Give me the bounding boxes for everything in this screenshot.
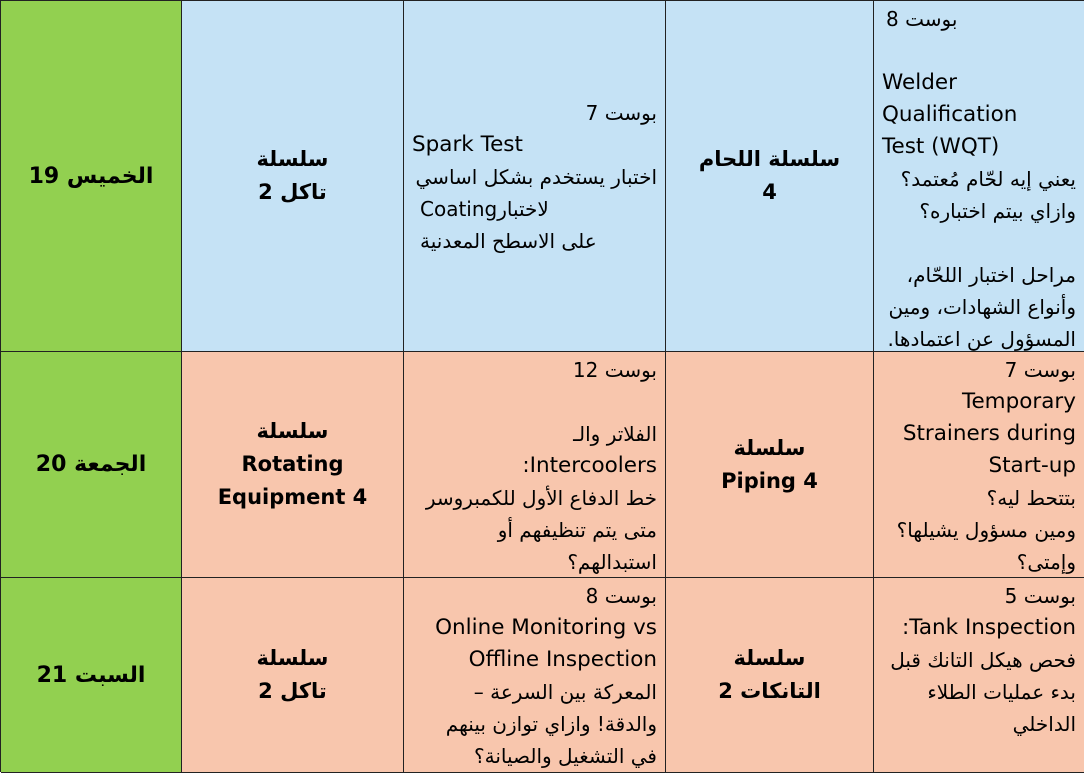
day-label: الخميس 19 xyxy=(28,163,154,189)
post-text: وازاي بيتم اختباره؟ xyxy=(919,199,1076,223)
post-title-en: Offline Inspection xyxy=(468,647,657,672)
series-line: Rotating xyxy=(241,452,344,476)
series-line: سلسلة اللحام xyxy=(698,147,841,171)
series-cell xyxy=(666,1,874,352)
post-cell xyxy=(404,1,666,352)
spacer xyxy=(882,227,1076,259)
day-cell-saturday xyxy=(1,578,182,773)
post-label: بوست 7 xyxy=(1004,358,1076,382)
series-line: سلسلة xyxy=(733,646,806,670)
post-cell xyxy=(874,352,1084,578)
series-cell xyxy=(182,1,404,352)
series-line: 4 xyxy=(762,180,777,204)
post-text: لاختبارCoating xyxy=(420,197,549,221)
post-label: بوست 7 xyxy=(585,101,657,125)
series-line: Equipment 4 xyxy=(217,485,368,509)
post-text: ومين مسؤول يشيلها؟ xyxy=(896,518,1076,542)
series-line: تاكل 2 xyxy=(258,679,327,703)
series-cell xyxy=(666,352,874,578)
post-cell xyxy=(404,578,666,773)
post-text: المسؤول عن اعتمادها. xyxy=(887,327,1076,351)
post-title-en: Spark Test xyxy=(412,132,523,157)
day-label: الجمعة 20 xyxy=(35,452,147,477)
series-line: سلسلة xyxy=(733,435,806,460)
post-title-en: Qualification xyxy=(882,102,1018,127)
day-label: السبت 21 xyxy=(36,662,146,688)
post-label: بوست 5 xyxy=(1004,584,1076,608)
spacer xyxy=(882,35,1076,67)
post-text: متى يتم تنظيفهم أو استبدالهم؟ xyxy=(497,518,657,574)
post-text: بدء عمليات الطلاء xyxy=(927,680,1076,704)
series-line: التانكات 2 xyxy=(718,679,821,703)
post-text: مراحل اختبار اللحّام، xyxy=(906,263,1076,287)
series-line: تاكل 2 xyxy=(258,180,327,204)
post-text: في التشغيل والصيانة؟ xyxy=(474,744,657,768)
post-cell xyxy=(874,578,1084,773)
post-text: المعركة بين السرعة – xyxy=(473,680,657,704)
series-line: سلسلة xyxy=(256,147,329,171)
series-cell xyxy=(666,578,874,773)
post-title-en: Intercoolers: xyxy=(522,453,657,478)
post-cell xyxy=(404,352,666,578)
post-label: بوست 8 xyxy=(886,7,958,31)
post-text: يعني إيه لحّام مُعتمد؟ xyxy=(900,167,1076,191)
post-title-en: Tank Inspection: xyxy=(902,615,1076,640)
spacer xyxy=(412,386,657,418)
post-title-en: Online Monitoring vs xyxy=(435,615,657,640)
post-text: فحص هيكل التانك قبل xyxy=(890,648,1076,672)
day-cell-friday xyxy=(1,352,182,578)
day-cell-thursday xyxy=(1,1,182,352)
post-text: وإمتى؟ xyxy=(1016,550,1076,574)
post-title-en: Welder xyxy=(882,70,957,95)
series-line: سلسلة xyxy=(256,646,329,670)
post-title-en: Start-up xyxy=(988,453,1076,478)
post-title-en: Strainers during xyxy=(902,421,1076,446)
post-text: الفلاتر والـ xyxy=(573,422,657,446)
series-cell xyxy=(182,352,404,578)
post-label: بوست 12 xyxy=(572,358,657,382)
post-text: بتتحط ليه؟ xyxy=(986,486,1076,510)
post-text: اختبار يستخدم بشكل اساسي xyxy=(415,165,657,189)
post-label: بوست 8 xyxy=(585,584,657,608)
post-text: الداخلي xyxy=(1012,712,1076,736)
series-cell xyxy=(182,578,404,773)
post-text: خط الدفاع الأول للكمبروسر xyxy=(425,486,657,510)
series-line: Piping 4 xyxy=(721,468,818,493)
post-text: وأنواع الشهادات، ومين xyxy=(888,295,1076,319)
series-line: سلسلة xyxy=(256,419,329,443)
post-title-en: Test (WQT) xyxy=(882,134,1000,159)
post-title-en: Temporary xyxy=(961,389,1076,414)
post-text: على الاسطح المعدنية xyxy=(420,229,597,253)
post-text: والدقة! وازاي توازن بينهم xyxy=(445,712,657,736)
post-cell xyxy=(874,1,1084,352)
